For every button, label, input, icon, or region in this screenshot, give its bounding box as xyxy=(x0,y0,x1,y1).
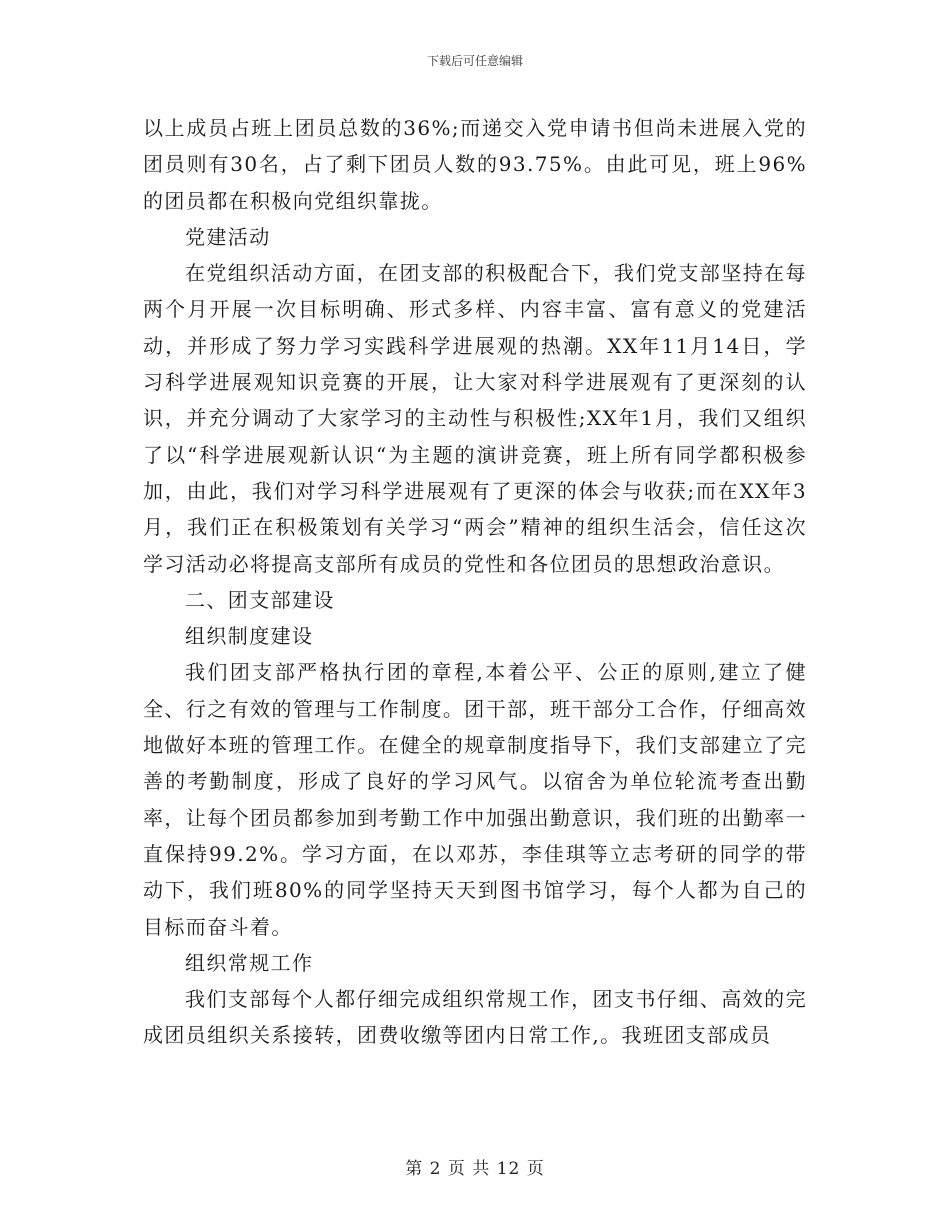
paragraph: 在党组织活动方面，在团支部的积极配合下，我们党支部坚持在每两个月开展一次目标明确、形式多样、内容丰富、富有意义的党建活动，并形成了努力学习实践科学进展观的热潮。XX年11月14日，学习科学进展观知识竞赛的开展，让大家对科学进展观有了更深刻的认识，并充分调动了大家学习的主动性与积极性;XX年1月，我们又组织了以“科学进展观新认识“为主题的演讲竞赛，班上所有同学都积极参加，由此，我们对学习科学进展观有了更深的体会与收获;而在XX年3月，我们正在积极策划有关学习“两会”精神的组织生活会，信任这次学习活动必将提高支部所有成员的党性和各位团员的思想政治意识。 xyxy=(143,261,807,576)
paragraph: 以上成员占班上团员总数的36%;而递交入党申请书但尚未进展入党的团员则有30名，占了剩下团员人数的93.75%。由此可见，班上96%的团员都在积极向党组织靠拢。 xyxy=(143,116,807,213)
section-heading-party-activities: 党建活动 xyxy=(185,224,271,249)
subsection-heading-org-system: 组织制度建设 xyxy=(185,624,314,649)
document-body xyxy=(143,110,807,1054)
section-heading-league-branch: 二、团支部建设 xyxy=(185,587,335,612)
paragraph: 我们团支部严格执行团的章程,本着公平、公正的原则,建立了健全、行之有效的管理与工作制度。团干部，班干部分工合作，仔细高效地做好本班的管理工作。在健全的规章制度指导下，我们支部建立了完善的考勤制度，形成了良好的学习风气。以宿舍为单位轮流考查出勤率，让每个团员都参加到考勤工作中加强出勤意识，我们班的出勤率一直保持99.2%。学习方面，在以邓苏，李佳琪等立志考研的同学的带动下，我们班80%的同学坚持天天到图书馆学习，每个人都为自己的目标而奋斗着。 xyxy=(143,660,807,939)
page-number-footer: 第 2 页 共 12 页 xyxy=(405,1159,545,1179)
paragraph: 我们支部每个人都仔细完成组织常规工作，团支书仔细、高效的完成团员组织关系接转，团费收缴等团内日常工作,。我班团支部成员 xyxy=(143,987,807,1048)
subsection-heading-routine-work: 组织常规工作 xyxy=(185,950,314,975)
page-header: 下载后可任意编辑 xyxy=(426,54,523,68)
